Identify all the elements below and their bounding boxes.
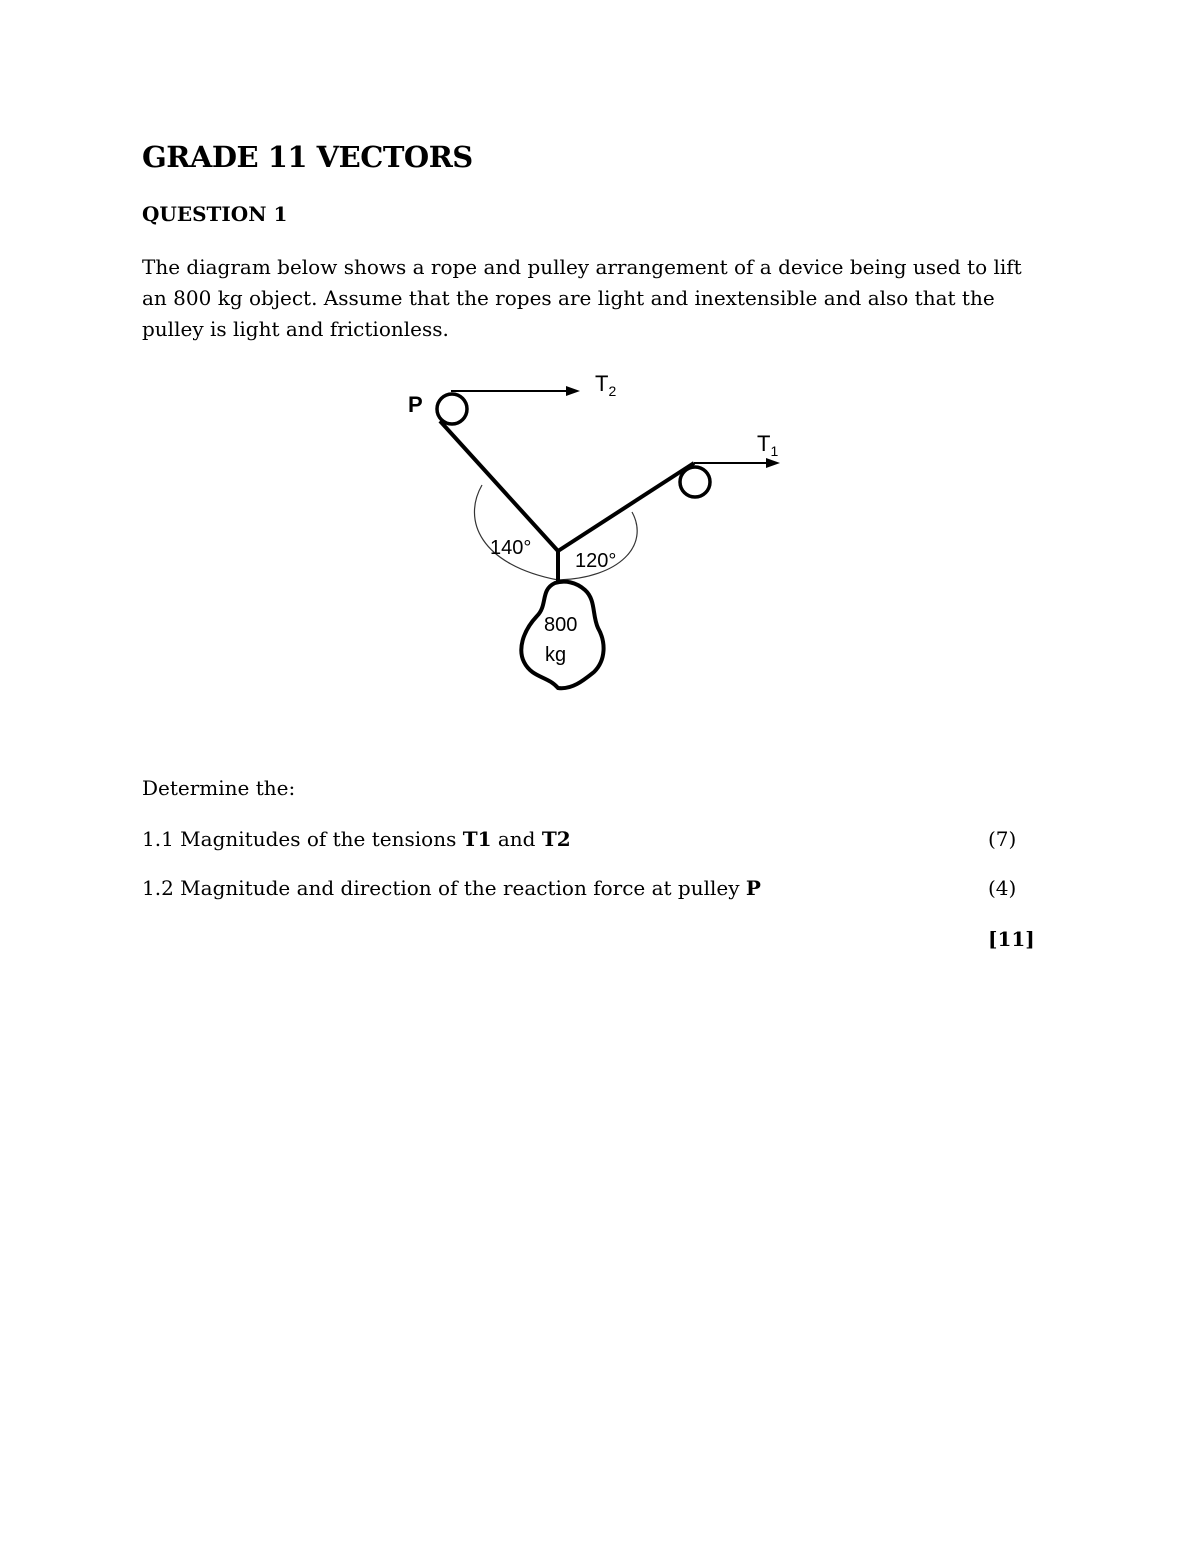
t1-label	[757, 431, 778, 459]
question-1-2	[142, 876, 761, 900]
pulley-p	[437, 394, 467, 424]
question-1-2-p: P	[745, 876, 761, 900]
question-1-1-and: and	[491, 827, 542, 851]
question-1-1-marks: (7)	[988, 827, 1017, 851]
question-1-1-t1: T1	[462, 827, 492, 851]
angle-label-140: 140°	[490, 537, 532, 559]
t2-arrow-head	[566, 386, 580, 396]
question-intro	[142, 252, 1042, 345]
intro-line-1: The diagram below shows a rope and pulley arrangement of a device being used to lift	[142, 255, 1022, 279]
angle-label-120: 120°	[575, 550, 617, 572]
mass-value: 800	[544, 614, 578, 636]
question-heading: QUESTION 1	[142, 202, 288, 226]
t1-letter: T	[757, 431, 771, 456]
intro-line-2: an 800 kg object. Assume that the ropes are light and inextensible and also that the	[142, 286, 995, 310]
question-1-1-t2: T2	[541, 827, 571, 851]
pulley-label-p: P	[408, 392, 423, 417]
pulley-right	[680, 467, 710, 497]
angle-arc-140	[474, 485, 558, 580]
mass-unit: kg	[545, 644, 567, 666]
pulley-diagram	[380, 360, 820, 700]
question-1-1-text: Magnitudes of the tensions	[173, 827, 463, 851]
question-1-1	[142, 827, 571, 851]
determine-prompt: Determine the:	[142, 776, 296, 800]
question-1-1-number: 1.1	[142, 827, 174, 851]
t2-letter: T	[595, 371, 609, 396]
t1-subscript: 1	[770, 443, 779, 459]
t1-arrow-head	[766, 458, 780, 468]
rope-right	[558, 463, 694, 551]
rope-left	[440, 421, 558, 551]
page-title: GRADE 11 VECTORS	[142, 140, 473, 174]
question-1-2-marks: (4)	[988, 876, 1017, 900]
question-1-2-number: 1.2	[142, 876, 174, 900]
intro-line-3: pulley is light and frictionless.	[142, 317, 449, 341]
total-marks: [11]	[988, 927, 1035, 951]
t2-subscript: 2	[608, 383, 617, 399]
t2-label	[595, 371, 616, 399]
question-1-2-text: Magnitude and direction of the reaction force at pulley	[173, 876, 746, 900]
